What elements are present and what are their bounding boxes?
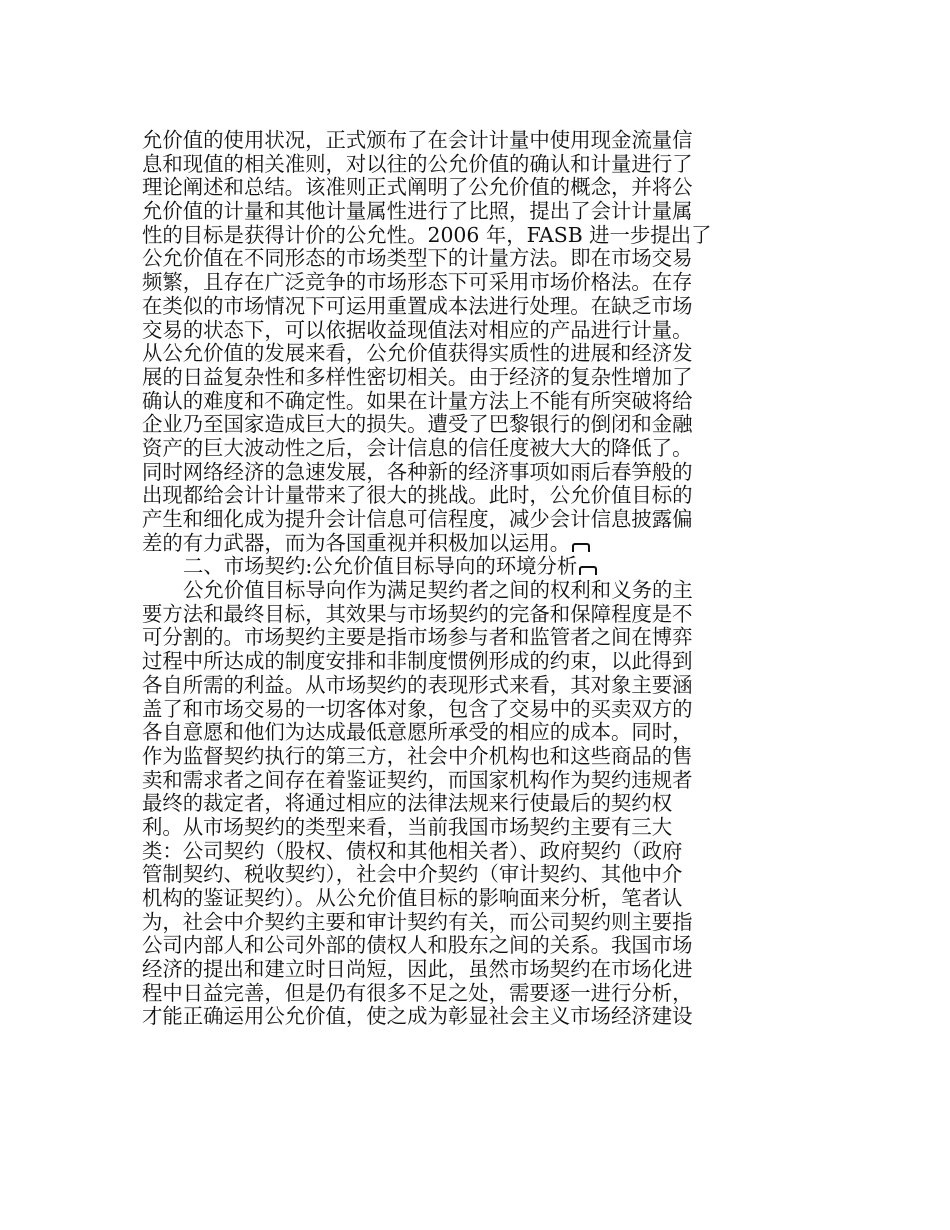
text-line: 为，社会中介契约主要和审计契约有关，而公司契约则主要指: [142, 909, 693, 934]
text-line: 最终的裁定者，将通过相应的法律法规来行使最后的契约权: [142, 791, 673, 816]
text-line: 出现都给会计计量带来了很大的挑战。此时，公允价值目标的: [142, 483, 693, 508]
text-line: 类：公司契约（股权、债权和其他相关者）、政府契约（政府: [142, 838, 683, 863]
text-line: 程中日益完善，但是仍有很多不足之处，需要逐一进行分析，: [142, 980, 693, 1005]
text-line: 过程中所达成的制度安排和非制度惯例形成的约束，以此得到: [142, 649, 693, 674]
text-line-last: [142, 532, 732, 556]
text-line: 允价值的计量和其他计量属性进行了比照，提出了会计计量属: [142, 199, 693, 224]
text-line: 同时网络经济的急速发展，各种新的经济事项如雨后春笋般的: [142, 459, 693, 484]
text-line-first: 公允价值目标导向作为满足契约者之间的权利和义务的主: [183, 578, 693, 603]
text-line: 卖和需求者之间存在着鉴证契约，而国家机构作为契约违规者: [142, 767, 693, 792]
text-line: 可分割的。市场契约主要是指市场参与者和监管者之间在博弈: [142, 625, 693, 650]
text-line: 交易的状态下，可以依据收益现值法对相应的产品进行计量。: [142, 317, 693, 342]
paragraph-mark-icon: [579, 566, 597, 575]
text-line: 从公允价值的发展来看，公允价值获得实质性的进展和经济发: [142, 341, 693, 366]
paragraph-market-contract: [142, 579, 732, 1029]
text-line: 管制契约、税收契约），社会中介契约（审计契约、其他中介: [142, 862, 683, 887]
text-line: 在类似的市场情况下可运用重置成本法进行处理。在缺乏市场: [142, 293, 693, 318]
text-line: 理论阐述和总结。该准则正式阐明了公允价值的概念，并将公: [142, 175, 693, 200]
text-line: 才能正确运用公允价值，使之成为彰显社会主义市场经济建设: [142, 1004, 693, 1029]
body-text: [142, 129, 732, 1029]
text-line: 要方法和最终目标，其效果与市场契约的完备和保障程度是不: [142, 601, 693, 626]
text-line: 盖了和市场交易的一切客体对象，包含了交易中的买卖双方的: [142, 696, 693, 721]
text-line: 机构的鉴证契约）。从公允价值目标的影响面来分析，笔者认: [142, 886, 683, 910]
text-line: 作为监督契约执行的第三方，社会中介机构也和这些商品的售: [142, 743, 693, 768]
text-line: 性的目标是获得计价的公允性。2006 年，FASB 进一步提出了: [142, 222, 712, 247]
text-line: 息和现值的相关准则，对以往的公允价值的确认和计量进行了: [142, 151, 693, 176]
text-line: 公司内部人和公司外部的债权人和股东之间的关系。我国市场: [142, 933, 693, 958]
text-line: 利。从市场契约的类型来看，当前我国市场契约主要有三大: [142, 814, 673, 839]
section-heading: [142, 555, 732, 579]
text-line: 企业乃至国家造成巨大的损失。遭受了巴黎银行的倒闭和金融: [142, 412, 693, 437]
paragraph-fair-value-history: [142, 129, 732, 555]
paragraph-mark-icon: [572, 543, 590, 552]
section-heading-text: 二、市场契约:公允价值目标导向的环境分析: [183, 554, 578, 579]
text-line: 各自意愿和他们为达成最低意愿所承受的相应的成本。同时，: [142, 720, 693, 745]
text-line-content: 差的有力武器，而为各国重视并积极加以运用。: [142, 530, 571, 555]
text-line: 展的日益复杂性和多样性密切相关。由于经济的复杂性增加了: [142, 364, 693, 389]
text-line: 经济的提出和建立时日尚短，因此，虽然市场契约在市场化进: [142, 957, 693, 982]
text-line: 产生和细化成为提升会计信息可信程度，减少会计信息披露偏: [142, 507, 693, 531]
text-line: 允价值的使用状况，正式颁布了在会计计量中使用现金流量信: [142, 128, 693, 152]
text-line: 确认的难度和不确定性。如果在计量方法上不能有所突破将给: [142, 388, 693, 413]
text-line: 公允价值在不同形态的市场类型下的计量方法。即在市场交易: [142, 246, 693, 271]
text-line: 频繁，且存在广泛竞争的市场形态下可采用市场价格法。在存: [142, 270, 693, 295]
text-line: 资产的巨大波动性之后，会计信息的信任度被大大的降低了。: [142, 435, 693, 460]
text-line: 各自所需的利益。从市场契约的表现形式来看，其对象主要涵: [142, 672, 693, 697]
